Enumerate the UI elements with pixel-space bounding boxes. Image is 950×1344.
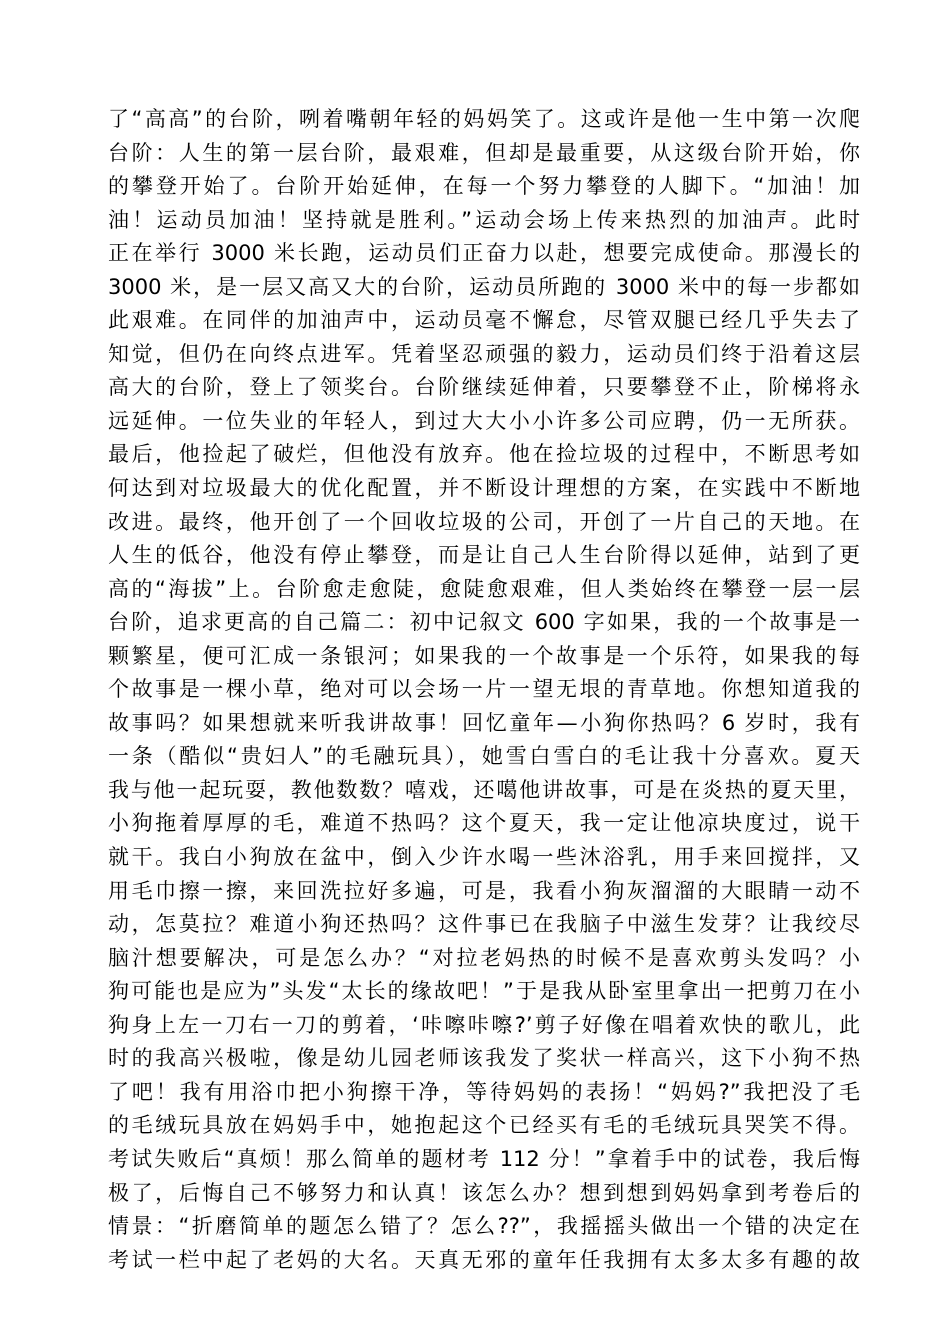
text-line: 了吧！我有用浴巾把小狗擦干净，等待妈妈的表扬！“妈妈?”我把没了毛 — [108, 1079, 860, 1104]
text-line: 高的“海拔”上。台阶愈走愈陡，愈陡愈艰难，但人类始终在攀登一层一层 — [108, 576, 860, 601]
text-line: 改进。最终，他开创了一个回收垃圾的公司，开创了一片自己的天地。在 — [108, 509, 860, 534]
text-line: 台阶，追求更高的自己篇二：初中记叙文 600 字如果，我的一个故事是一 — [108, 610, 860, 635]
text-line: 颗繁星，便可汇成一条银河；如果我的一个故事是一个乐符，如果我的每 — [108, 643, 860, 668]
text-line: 脑汁想要解决，可是怎么办？“对拉老妈热的时候不是喜欢剪头发吗？小 — [108, 945, 860, 970]
text-line: 最后，他捡起了破烂，但他没有放弃。他在捡垃圾的过程中，不断思考如 — [108, 442, 860, 467]
text-line: 知觉，但仍在向终点进军。凭着坚忍顽强的毅力，运动员们终于沿着这层 — [108, 341, 860, 366]
text-line: 用毛巾擦一擦，来回洗拉好多遍，可是，我看小狗灰溜溜的大眼睛一动不 — [108, 878, 860, 903]
text-line: 了“高高”的台阶，咧着嘴朝年轻的妈妈笑了。这或许是他一生中第一次爬 — [108, 107, 860, 131]
text-line: 时的我高兴极啦，像是幼儿园老师该我发了奖状一样高兴，这下小狗不热 — [108, 1046, 860, 1071]
text-line: 高大的台阶，登上了领奖台。台阶继续延伸着，只要攀登不止，阶梯将永 — [108, 375, 860, 400]
text-line: 故事吗？如果想就来听我讲故事！回忆童年—小狗你热吗？6 岁时，我有 — [108, 710, 860, 735]
text-line: 台阶：人生的第一层台阶，最艰难，但却是最重要，从这级台阶开始，你 — [108, 140, 860, 165]
text-line: 狗可能也是应为”头发“太长的缘故吧！”于是我从卧室里拿出一把剪刀在小 — [108, 979, 860, 1004]
text-line: 动，怎莫拉？难道小狗还热吗？这件事已在我脑子中滋生发芽？让我绞尽 — [108, 912, 860, 937]
text-line: 个故事是一棵小草，绝对可以会场一片一望无垠的青草地。你想知道我的 — [108, 677, 860, 702]
text-line: 3000 米，是一层又高又大的台阶，运动员所跑的 3000 米中的每一步都如 — [108, 274, 860, 299]
text-line: 远延伸。一位失业的年轻人，到过大大小小许多公司应聘，仍一无所获。 — [108, 408, 860, 433]
text-line: 人生的低谷，他没有停止攀登，而是让自己人生台阶得以延伸，站到了更 — [108, 543, 860, 568]
text-line: 的毛绒玩具放在妈妈手中，她抱起这个已经买有毛的毛绒玩具哭笑不得。 — [108, 1113, 860, 1138]
text-line: 一条（酷似“贵妇人”的毛融玩具），她雪白雪白的毛让我十分喜欢。夏天 — [108, 744, 860, 769]
text-line: 考试一栏中起了老妈的大名。天真无邪的童年任我拥有太多太多有趣的故 — [108, 1247, 860, 1272]
text-line: 情景：“折磨简单的题怎么错了？怎么??”，我摇摇头做出一个错的决定在 — [108, 1214, 860, 1239]
text-line: 就干。我白小狗放在盆中，倒入少许水喝一些沐浴乳，用手来回搅拌，又 — [108, 845, 860, 870]
body-text — [108, 103, 860, 1277]
text-line: 极了，后悔自己不够努力和认真！该怎么办？想到想到妈妈拿到考卷后的 — [108, 1180, 860, 1205]
text-line: 的攀登开始了。台阶开始延伸，在每一个努力攀登的人脚下。“加油！加 — [108, 174, 860, 199]
text-line: 小狗拖着厚厚的毛，难道不热吗？这个夏天，我一定让他凉块度过，说干 — [108, 811, 860, 836]
text-line: 正在举行 3000 米长跑，运动员们正奋力以赴，想要完成使命。那漫长的 — [108, 241, 860, 266]
text-line: 何达到对垃圾最大的优化配置，并不断设计理想的方案，在实践中不断地 — [108, 476, 860, 501]
text-line: 我与他一起玩耍，教他数数？嘻戏，还噶他讲故事，可是在炎热的夏天里， — [108, 777, 860, 802]
text-line: 此艰难。在同伴的加油声中，运动员毫不懈怠，尽管双腿已经几乎失去了 — [108, 308, 860, 333]
text-line: 狗身上左一刀右一刀的剪着，‘咔嚓咔嚓?’剪子好像在唱着欢快的歌儿，此 — [108, 1012, 860, 1037]
text-line: 考试失败后“真烦！那么简单的题材考 112 分！”拿着手中的试卷，我后悔 — [108, 1146, 860, 1171]
text-line: 油！运动员加油！坚持就是胜利。”运动会场上传来热烈的加油声。此时 — [108, 207, 860, 232]
